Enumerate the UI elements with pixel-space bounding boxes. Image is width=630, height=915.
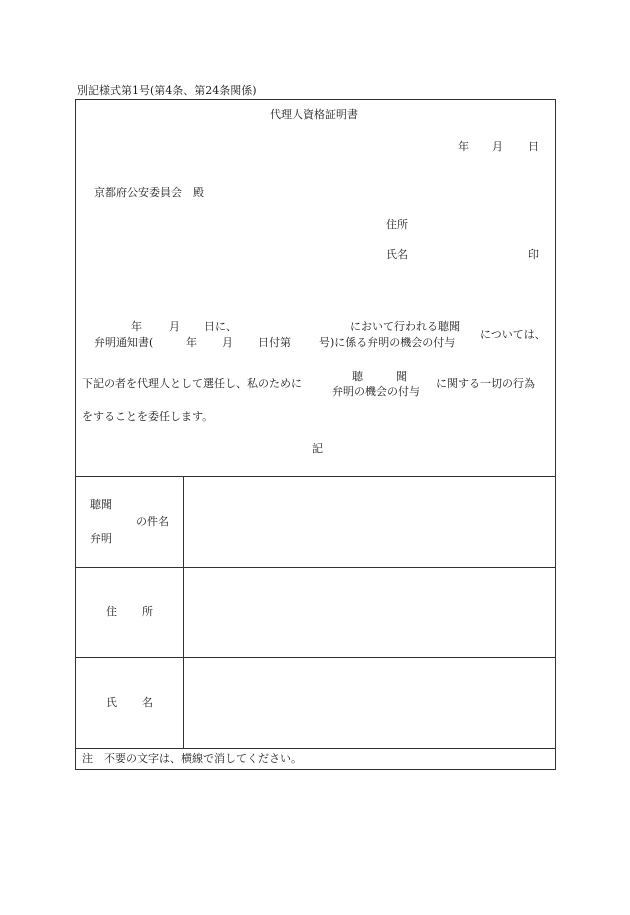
table-row-divider-2 (76, 657, 555, 658)
paragraph-3: をすることを委任します。 (82, 410, 214, 423)
agent-name-label-a: 氏 (106, 696, 117, 709)
form-caption: 別記様式第1号(第4条、第24条関係) (77, 84, 257, 97)
table-column-divider (183, 476, 184, 748)
table-top-border (76, 476, 555, 477)
case-label-suffix: の件名 (136, 515, 169, 528)
para1-month: 月 (169, 320, 180, 333)
date-month-label: 月 (492, 140, 503, 153)
para1-day: 日に、 (204, 320, 237, 333)
para1-notice-year: 年 (186, 336, 197, 349)
para2-prefix: 下記の者を代理人として選任し、私のために (82, 377, 302, 390)
table-bottom-border (76, 748, 555, 749)
name-label: 氏名 (386, 248, 408, 261)
para1-notice-number: 号)に係る弁明の機会の付与 (319, 336, 456, 349)
address-label: 住所 (386, 218, 408, 231)
para2-suffix: に関する一切の行為 (436, 377, 535, 390)
agent-address-label-b: 所 (142, 605, 153, 618)
para1-suffix: については、 (480, 328, 546, 341)
para2-option-defense: 弁明の機会の付与 (332, 385, 420, 398)
seal-mark: 印 (528, 248, 539, 261)
form-frame (75, 99, 556, 770)
agent-name-label-b: 名 (142, 696, 153, 709)
para2-option-hearing-2: 聞 (396, 370, 407, 383)
para1-year: 年 (131, 320, 142, 333)
addressee: 京都府公安委員会 殿 (94, 186, 204, 199)
para1-notice: において行われる聴聞 (350, 320, 460, 333)
table-row-divider-1 (76, 567, 555, 568)
footnote: 注 不要の文字は、横線で消してください。 (82, 752, 302, 765)
agent-address-label-a: 住 (106, 605, 117, 618)
para2-option-hearing-1: 聴 (352, 370, 363, 383)
case-label-defense: 弁明 (90, 532, 112, 545)
para1-notice-prefix: 弁明通知書( (94, 336, 154, 349)
ki-heading: 記 (312, 442, 323, 455)
date-day-label: 日 (528, 140, 539, 153)
date-year-label: 年 (458, 140, 469, 153)
form-title: 代理人資格証明書 (270, 108, 358, 121)
case-label-hearing: 聴聞 (90, 498, 112, 511)
para1-notice-month: 月 (222, 336, 233, 349)
para1-notice-dated: 日付第 (258, 336, 291, 349)
